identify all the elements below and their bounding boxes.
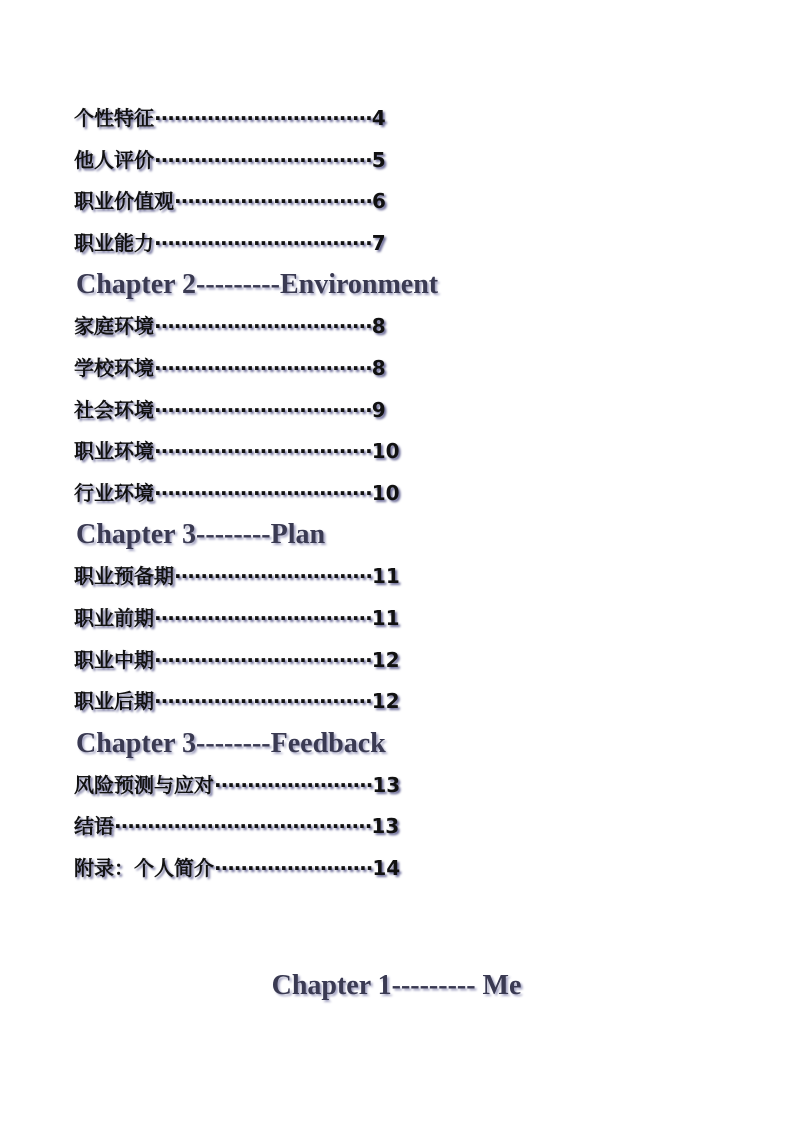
toc-page-number: 11: [371, 605, 400, 630]
toc-leader-dots: ·································: [154, 355, 372, 380]
toc-entry-label: 行业环境: [74, 480, 154, 505]
toc-leader-dots: ······························: [174, 564, 372, 589]
toc-entry[interactable]: [74, 431, 494, 473]
toc-page-number: 10: [371, 480, 400, 505]
toc-leader-dots: ······························: [174, 189, 372, 214]
toc-entry-label: 风险预测与应对: [74, 772, 214, 797]
toc-entry-label: 他人评价: [74, 147, 154, 172]
toc-page-number: 12: [371, 647, 400, 672]
toc-entry-label: 个性特征: [74, 106, 154, 130]
toc-leader-dots: ·································: [154, 605, 372, 630]
toc-page-number: 8: [371, 355, 386, 380]
toc-entry-label: 职业预备期: [74, 564, 174, 589]
toc-leader-dots: ·································: [154, 689, 372, 714]
toc-entry-label: 职业中期: [74, 647, 154, 672]
toc-entry[interactable]: [74, 390, 494, 432]
toc-entry[interactable]: [74, 98, 494, 140]
toc-leader-dots: ·································: [154, 106, 372, 130]
toc-page-number: 10: [371, 439, 400, 464]
toc-chapter-heading: Chapter 2---------Environment: [76, 269, 439, 301]
toc-leader-dots: ·······································: [114, 814, 372, 839]
toc-entry-label: 结语: [74, 814, 114, 839]
toc-chapter-heading: Chapter 3--------Plan: [76, 519, 326, 551]
toc-page-number: 5: [371, 147, 386, 172]
toc-leader-dots: ·································: [154, 647, 372, 672]
toc-page-number: 7: [371, 230, 386, 255]
chapter-heading: Chapter 1--------- Me: [271, 970, 522, 1001]
toc-page-number: 12: [371, 689, 400, 714]
toc-entry[interactable]: [74, 348, 494, 390]
toc-leader-dots: ·································: [154, 314, 372, 339]
toc-page-number: 14: [372, 855, 401, 880]
toc-entry[interactable]: [74, 473, 494, 515]
toc-leader-dots: ························: [214, 772, 373, 797]
toc-entry-label: 职业能力: [74, 230, 154, 255]
toc-entry[interactable]: [74, 140, 494, 182]
toc-entry-label: 职业价值观: [74, 189, 174, 214]
toc-page-number: 13: [372, 772, 401, 797]
toc-entry[interactable]: [74, 806, 494, 848]
toc-page-number: 11: [371, 564, 400, 589]
toc-entry-label: 学校环境: [74, 355, 154, 380]
toc-entry-label: 附录：个人简介: [74, 855, 214, 880]
toc-entry-label: 社会环境: [74, 397, 154, 422]
toc-entry[interactable]: [74, 848, 494, 890]
toc-entry[interactable]: [74, 223, 494, 265]
toc-leader-dots: ·································: [154, 439, 372, 464]
toc-page-number: 13: [371, 814, 400, 839]
toc-leader-dots: ·································: [154, 230, 372, 255]
toc-entry[interactable]: [74, 598, 494, 640]
toc-entry-label: 职业前期: [74, 605, 154, 630]
toc-leader-dots: ························: [214, 855, 373, 880]
table-of-contents: [74, 98, 494, 890]
toc-entry[interactable]: [74, 181, 494, 223]
toc-entry[interactable]: [74, 765, 494, 807]
toc-page-number: 6: [371, 189, 386, 214]
toc-entry[interactable]: [74, 306, 494, 348]
toc-chapter-heading: Chapter 3--------Feedback: [76, 727, 386, 759]
toc-entry-label: 职业后期: [74, 689, 154, 714]
toc-page-number: 4: [371, 106, 386, 130]
toc-page-number: 9: [371, 397, 386, 422]
toc-leader-dots: ·································: [154, 480, 372, 505]
toc-leader-dots: ·································: [154, 147, 372, 172]
toc-entry[interactable]: [74, 681, 494, 723]
toc-page-number: 8: [371, 314, 386, 339]
toc-leader-dots: ·································: [154, 397, 372, 422]
toc-entry-label: 家庭环境: [74, 314, 154, 339]
toc-entry[interactable]: [74, 556, 494, 598]
toc-entry[interactable]: [74, 640, 494, 682]
toc-entry-label: 职业环境: [74, 439, 154, 464]
